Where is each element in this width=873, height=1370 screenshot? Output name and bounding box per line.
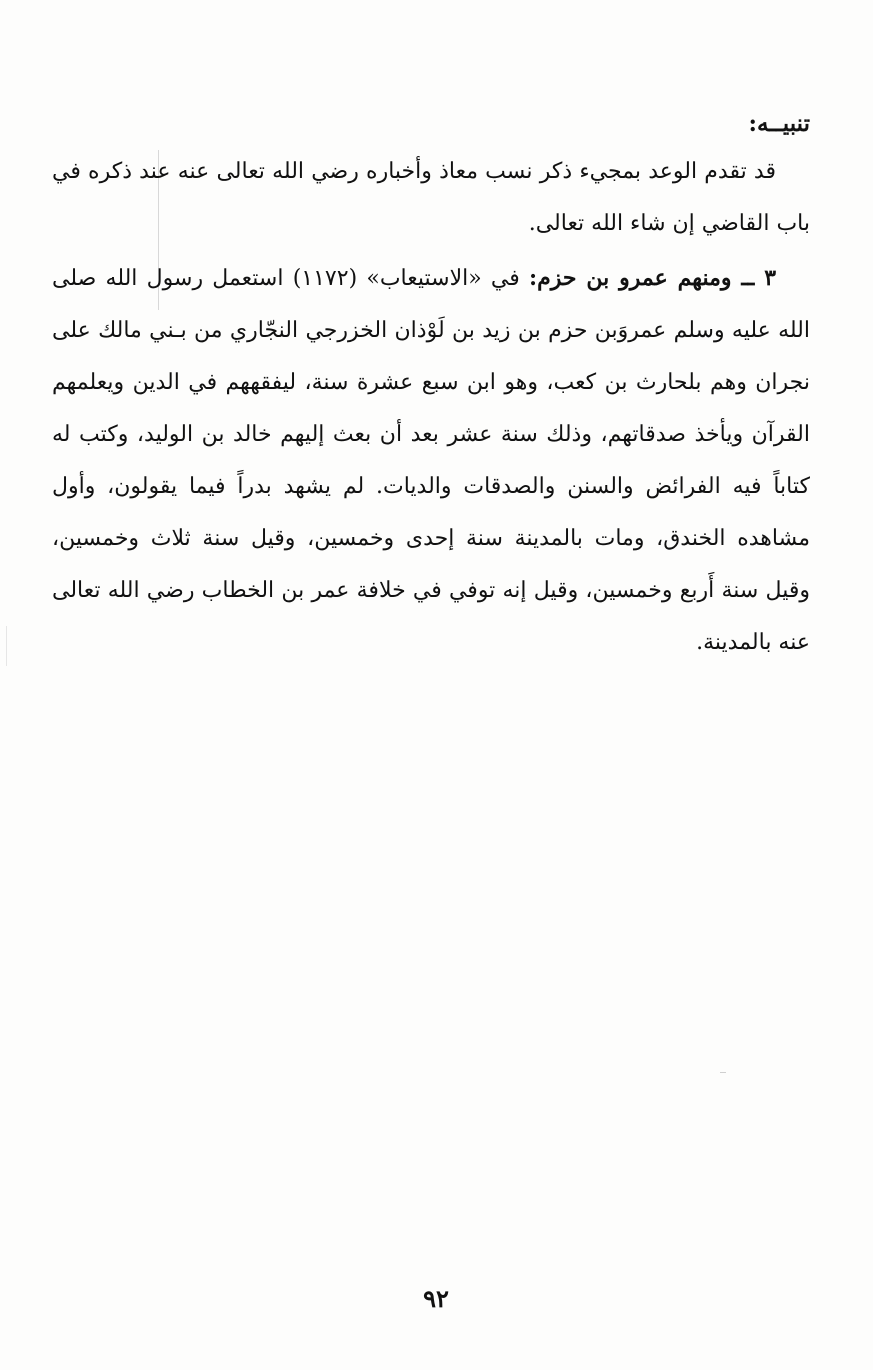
section-heading: تنبيــه: <box>748 110 810 137</box>
entry-lead-in: ٣ ــ ومنهم عمرو بن حزم: <box>529 265 777 291</box>
scan-artifact-line <box>6 626 7 666</box>
biography-entry <box>52 252 810 669</box>
entry-body: في «الاستيعاب» (١١٧٢) استعمل رسول الله صلى الله عليه وسلم عمروَبن حزم بن زيد بن لَوْذان الخزرجي النجّاري من بـني مالك على نجران وهم بلحارث بن كعب، وهو ابن سبع عشرة سنة، ليفقههم في الدين ويعلمهم القرآن ويأخذ صدقاتهم، وذلك سنة عشر بعد أن بعث إليهم خالد بن الوليد، وكتب له كتاباً فيه الفرائض والسنن والصدقات والديات. لم يشهد بدراً فيما يقولون، وأول مشاهده الخندق، ومات بالمدينة سنة إحدى وخمسين، وقيل سنة ثلاث وخمسين، وقيل سنة أَربع وخمسين، وقيل إنه توفي في خلافة عمر بن الخطاب رضي الله تعالى عنه بالمدينة. <box>52 266 810 655</box>
note-paragraph: قد تقدم الوعد بمجيء ذكر نسب معاذ وأخباره رضي الله تعالى عنه عند ذكره في باب القاضي إن شاء الله تعالى. <box>52 159 810 236</box>
scan-artifact-dash <box>720 1072 726 1073</box>
page-number: ٩٢ <box>423 1284 449 1313</box>
